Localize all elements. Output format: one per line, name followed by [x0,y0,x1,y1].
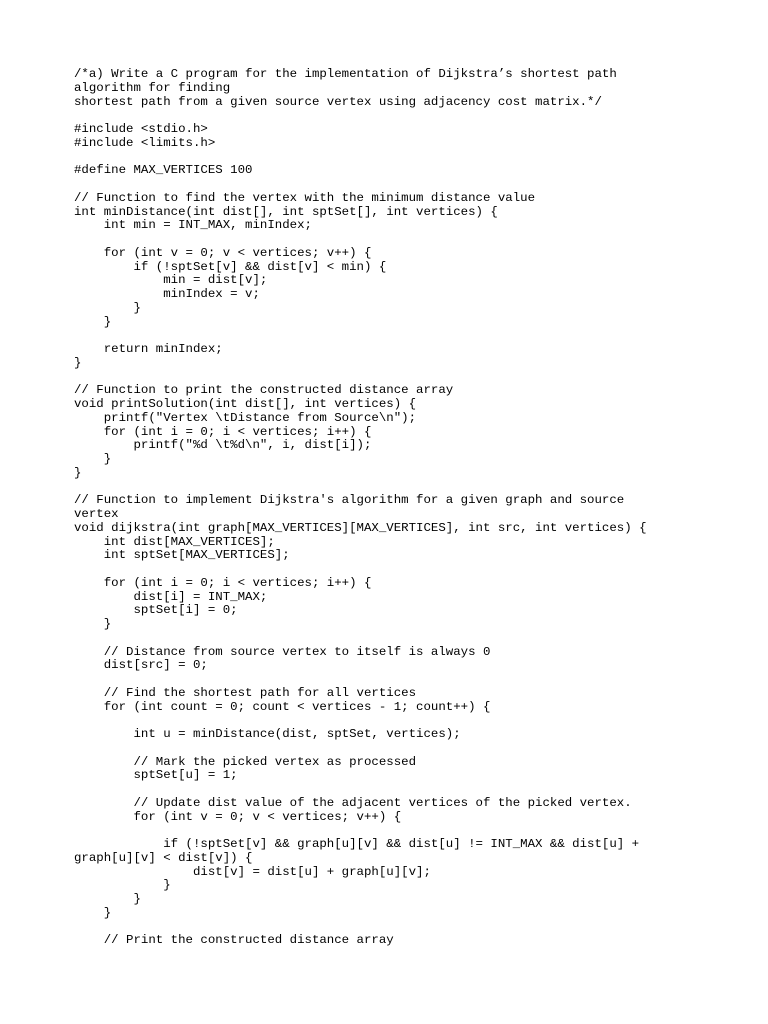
code-line [74,329,724,343]
code-line: minIndex = v; [74,287,260,301]
code-line: #define MAX_VERTICES 100 [74,163,253,178]
code-line: int dist[MAX_VERTICES]; [74,534,275,549]
code-line: // Mark the picked vertex as processed [74,754,417,769]
code-line: int minDistance(int dist[], int sptSet[], int vertices) { [74,204,498,219]
code-line [74,233,724,247]
code-line [74,714,724,728]
code-line: vertex [74,507,119,521]
code-line [74,109,724,123]
code-line: #include <limits.h> [74,135,216,150]
code-line: min = dist[v]; [74,273,268,288]
code-line: } [74,905,112,920]
code-line [74,742,724,756]
code-line [74,371,724,385]
code-line: if (!sptSet[v] && graph[u][v] && dist[u] != INT_MAX && dist[u] + [74,837,640,851]
code-line [74,178,724,192]
code-line: // Print the constructed distance array [74,933,394,948]
code-line [74,563,724,577]
code-line: } [74,892,141,906]
code-line [74,783,724,797]
code-line: for (int count = 0; count < vertices - 1; count++) { [74,699,491,714]
code-line: for (int i = 0; i < vertices; i++) { [74,424,372,439]
code-line: void printSolution(int dist[], int vertices) { [74,397,417,411]
code-line: for (int i = 0; i < vertices; i++) { [74,575,372,590]
code-line: graph[u][v] < dist[v]) { [74,850,253,865]
code-line: dist[v] = dist[u] + graph[u][v]; [74,864,431,879]
code-line: int sptSet[MAX_VERTICES]; [74,548,290,563]
code-line: for (int v = 0; v < vertices; v++) { [74,809,402,824]
code-line: int min = INT_MAX, minIndex; [74,218,312,233]
code-line: // Function to implement Dijkstra's algorithm for a given graph and source [74,493,625,508]
code-line: } [74,465,82,480]
code-line: // Distance from source vertex to itself is always 0 [74,644,491,659]
code-line: } [74,878,171,893]
code-line: } [74,355,82,370]
code-line: } [74,314,112,329]
code-line: dist[i] = INT_MAX; [74,589,268,604]
code-line: algorithm for finding [74,80,231,95]
code-line [74,824,724,838]
code-line: /*a) Write a C program for the implementation of Dijkstra’s shortest path [74,67,617,81]
code-line: sptSet[i] = 0; [74,603,238,618]
code-line: return minIndex; [74,342,223,356]
code-line: dist[src] = 0; [74,658,208,673]
code-line [74,481,724,495]
code-line [74,151,724,165]
code-line: // Function to print the constructed distance array [74,383,454,398]
code-line: int u = minDistance(dist, sptSet, vertices); [74,727,461,741]
code-line: } [74,617,112,631]
code-line: sptSet[u] = 1; [74,768,238,783]
code-line: // Function to find the vertex with the minimum distance value [74,190,536,205]
code-line [74,921,724,935]
code-line: for (int v = 0; v < vertices; v++) { [74,245,372,260]
code-line: #include <stdio.h> [74,122,208,136]
code-line: // Update dist value of the adjacent vertices of the picked vertex. [74,795,632,810]
code-line: // Find the shortest path for all vertices [74,685,417,700]
code-line [74,632,724,646]
code-line: printf("Vertex \tDistance from Source\n"); [74,410,417,425]
code-line: } [74,452,112,466]
code-line: printf("%d \t%d\n", i, dist[i]); [74,438,372,453]
code-line [74,673,724,687]
code-line: void dijkstra(int graph[MAX_VERTICES][MAX_VERTICES], int src, int vertices) { [74,520,647,535]
code-line: shortest path from a given source vertex using adjacency cost matrix.*/ [74,94,602,109]
code-line: if (!sptSet[v] && dist[v] < min) { [74,259,387,274]
code-line: } [74,300,141,315]
code-block [74,68,724,948]
